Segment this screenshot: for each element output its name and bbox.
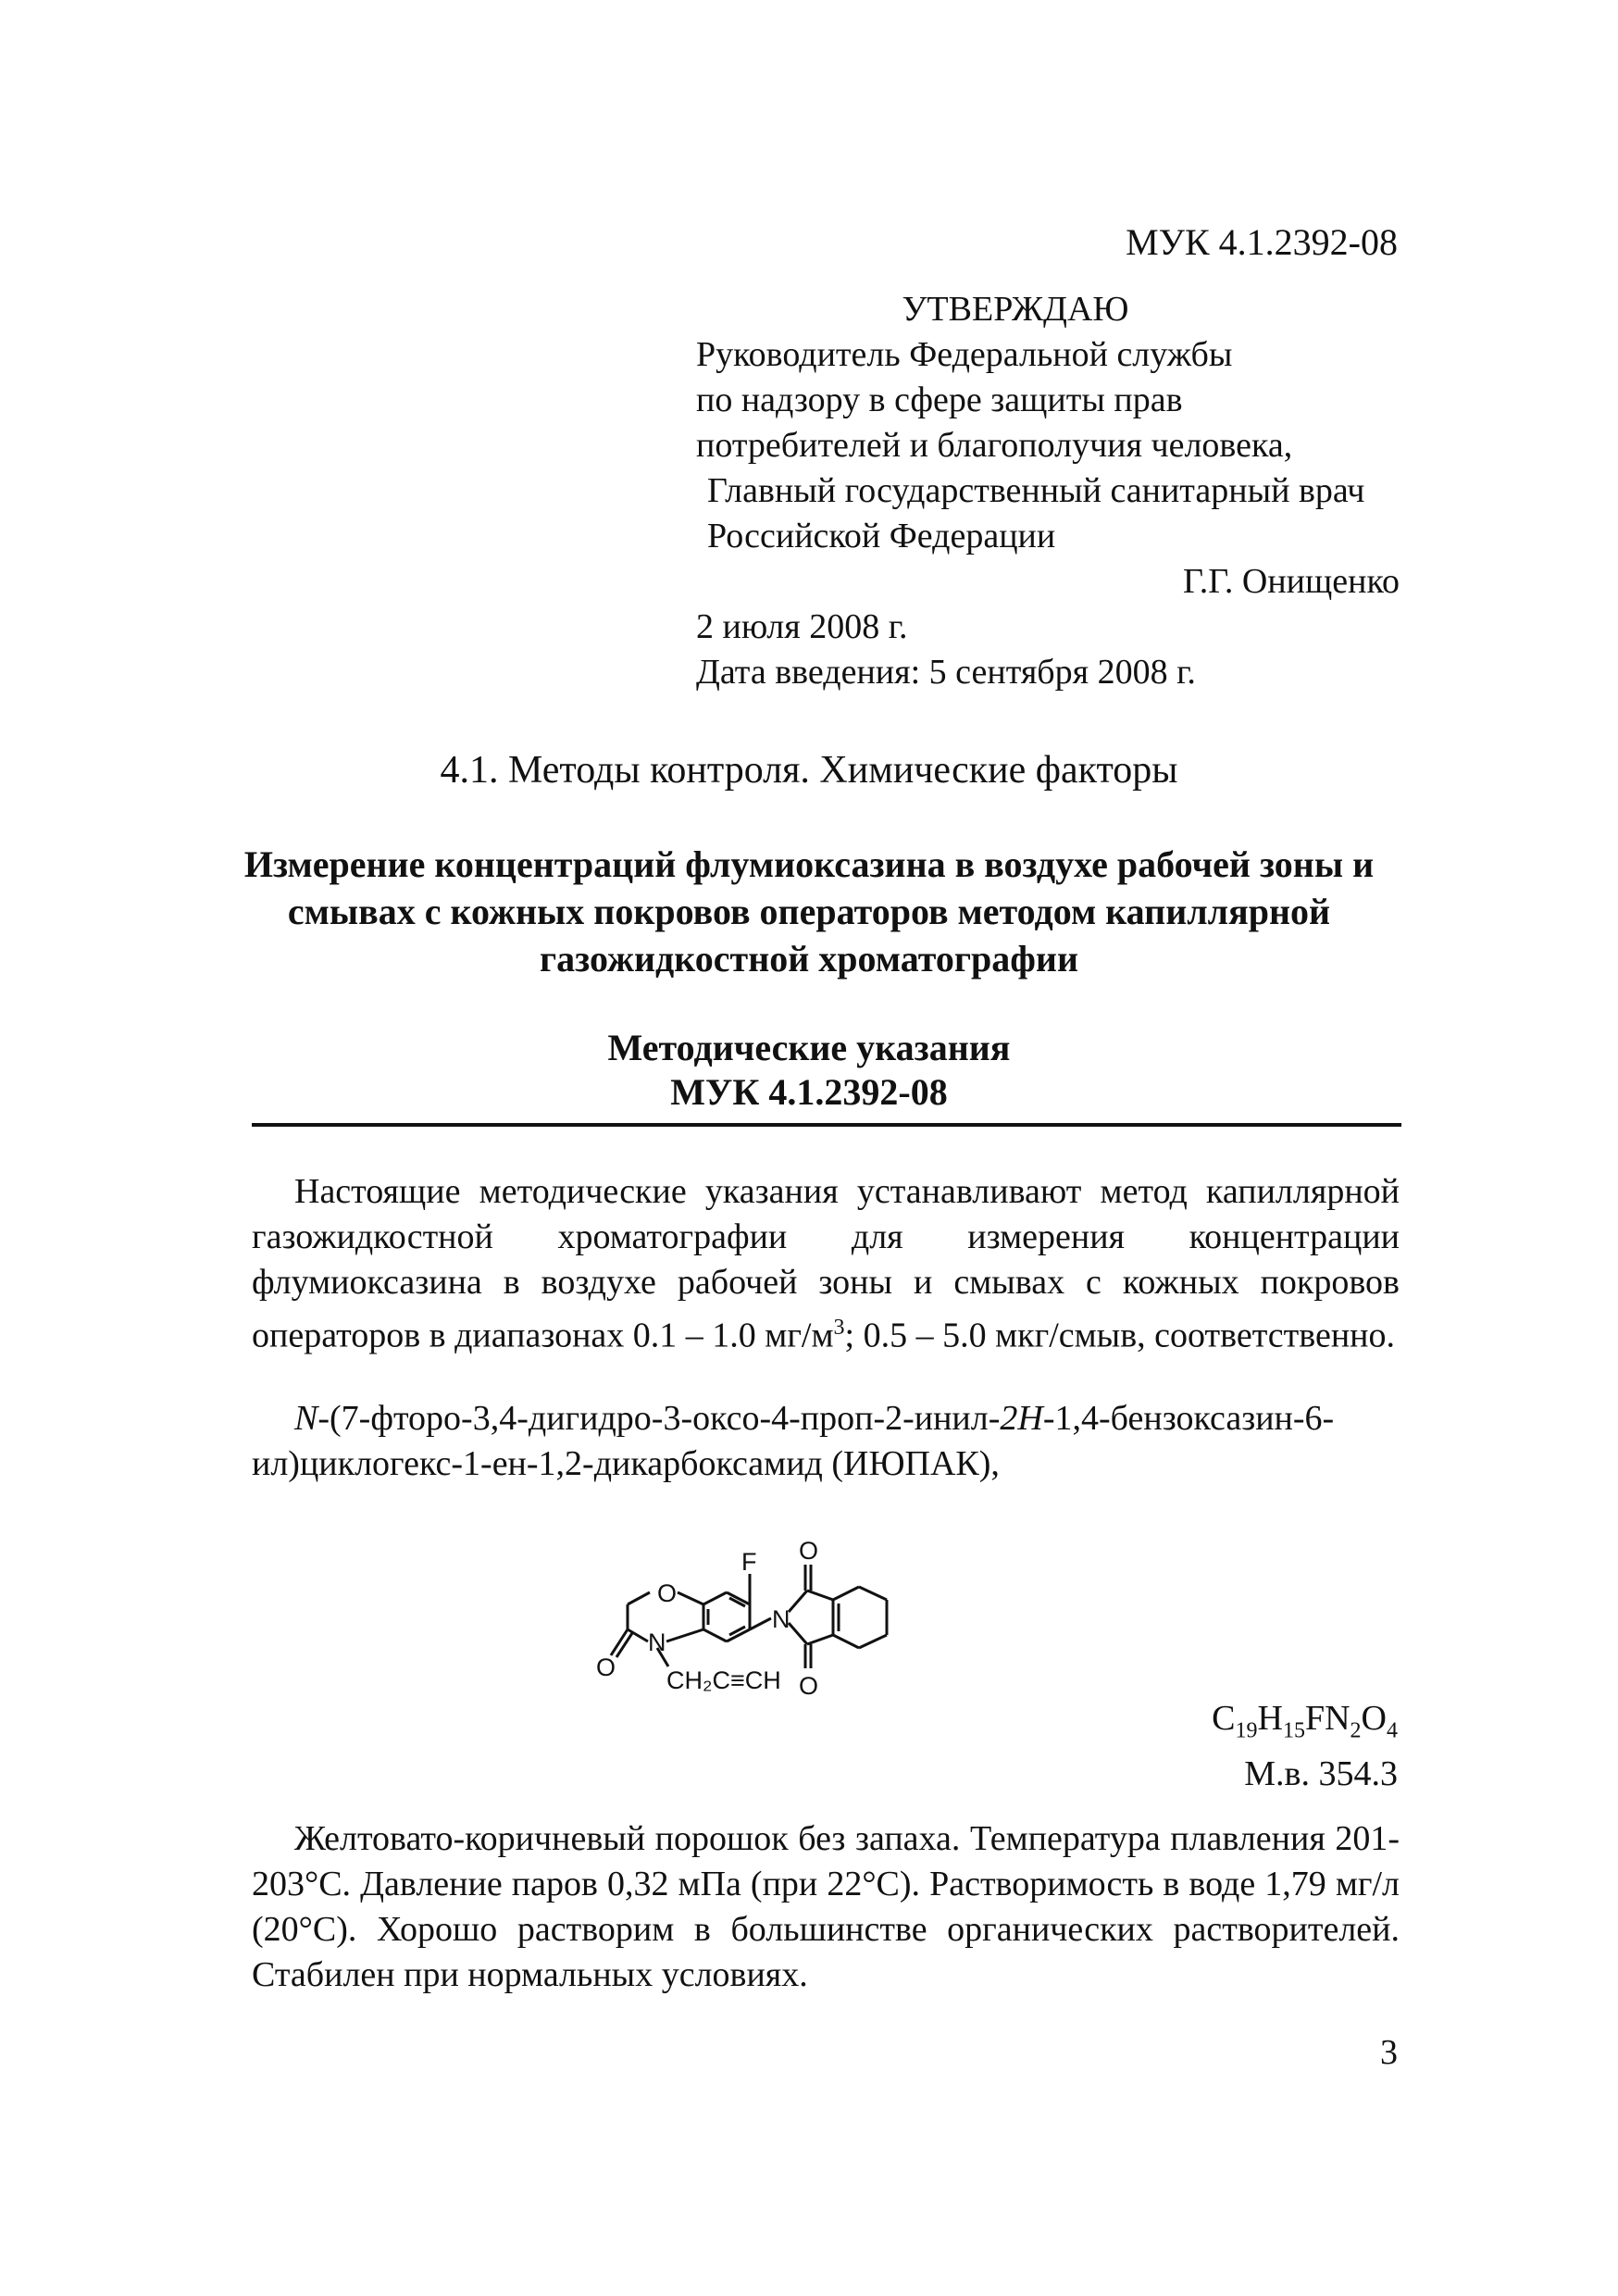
intro-text-a: Настоящие методические указания устанавливают метод капиллярной газожидкостной хроматографии для измерения концентрации флумиоксазина в воздухе рабочей зоны и смывах с кожных покровов операторов в диапазонах 0.1 – 1.0 мг/м xyxy=(252,1172,1400,1355)
approval-line: Российской Федерации xyxy=(707,517,1056,555)
iupac-part-2: -1,4-бензоксазин-6-ил)циклогекс-1-ен-1,2-дикарбоксамид (ИЮПАК), xyxy=(252,1399,1335,1483)
atom-label-nitrogen: N xyxy=(648,1628,666,1656)
document-type-label: Методические указания xyxy=(607,1027,1011,1068)
atom-label-oxygen: O xyxy=(596,1653,616,1681)
approval-line: потребителей и благополучия человека, xyxy=(696,426,1293,465)
side-chain-label: CH₂C≡CH xyxy=(666,1666,781,1694)
main-title: Измерение концентраций флумиоксазина в воздухе рабочей зоны и смывах с кожных покровов операторов методом капиллярной газожидкостной хроматографии xyxy=(243,843,1375,980)
properties-paragraph: Желтовато-коричневый порошок без запаха. Температура плавления 201-203°С. Давление паров 0,32 мПа (при 22°С). Растворимость в воде 1,79 мг/л (20°С). Хорошо растворим в большинстве органических растворителей. Стабилен при нормальных условиях. xyxy=(252,1819,1400,1994)
iupac-name xyxy=(252,1396,1400,1487)
approval-line: Руководитель Федеральной службы xyxy=(696,335,1233,374)
atom-label-oxygen: O xyxy=(657,1579,678,1607)
iupac-n: N xyxy=(294,1399,318,1438)
approve-word: УТВЕРЖДАЮ xyxy=(902,290,1129,329)
approval-line: Главный государственный санитарный врач xyxy=(707,471,1365,510)
document-code: МУК 4.1.2392-08 xyxy=(1126,221,1398,263)
intro-superscript: 3 xyxy=(833,1316,845,1340)
approval-block xyxy=(696,287,1400,695)
molecular-formula: $C_{19}H_{15}FN_2O_4$ xyxy=(1212,1699,1398,1743)
document-type-code: МУК 4.1.2392-08 xyxy=(670,1071,948,1113)
structural-formula-diagram xyxy=(574,1516,963,1711)
title-divider xyxy=(252,1123,1401,1127)
approval-date: 2 июля 2008 г. xyxy=(696,607,908,646)
molecular-weight: М.в. 354.3 xyxy=(1244,1753,1398,1793)
atom-label-nitrogen: N xyxy=(772,1605,790,1633)
intro-paragraph xyxy=(252,1169,1400,1359)
section-title: 4.1. Методы контроля. Химические факторы xyxy=(440,749,1178,792)
atom-label-fluorine: F xyxy=(741,1548,757,1576)
approval-line: по надзору в сфере защиты прав xyxy=(696,381,1183,419)
page-number: 3 xyxy=(1380,2033,1398,2072)
introduction-date: Дата введения: 5 сентября 2008 г. xyxy=(696,653,1196,692)
iupac-2h: 2H xyxy=(1000,1399,1043,1438)
document-type xyxy=(0,1026,1618,1115)
intro-text-b: ; 0.5 – 5.0 мкг/смыв, соответственно. xyxy=(844,1316,1396,1355)
formula-block xyxy=(1212,1697,1398,1795)
iupac-part-1: -(7-фторо-3,4-дигидро-3-оксо-4-проп-2-инил- xyxy=(317,1399,1001,1438)
atom-label-oxygen: O xyxy=(799,1537,819,1565)
atom-label-oxygen: O xyxy=(799,1672,819,1700)
signatory-name: Г.Г. Онищенко xyxy=(1183,562,1400,601)
